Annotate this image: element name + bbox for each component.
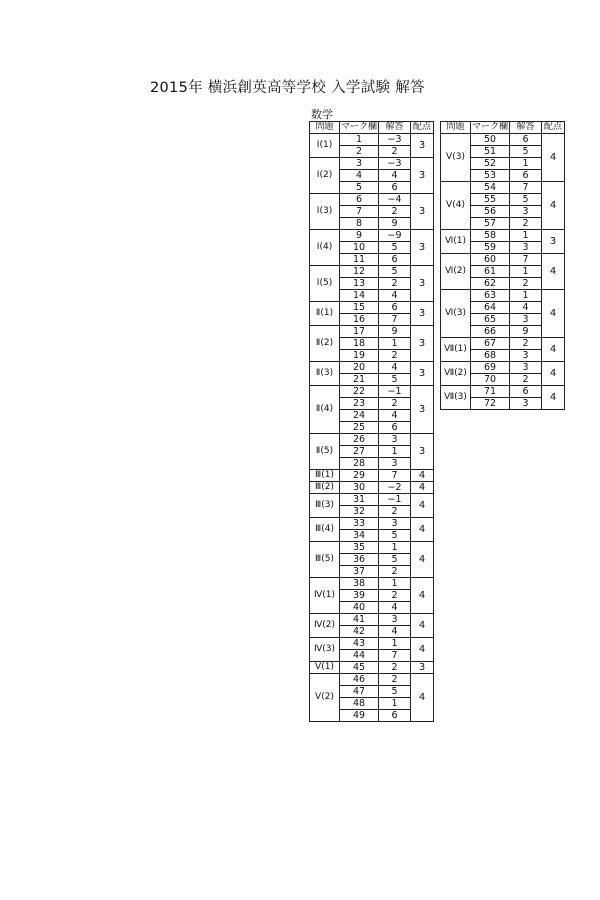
header-mark: マーク欄 [471, 122, 508, 132]
answer-row [310, 578, 434, 590]
answer-value: 6 [379, 302, 411, 314]
points-value: 4 [411, 470, 434, 482]
answer-value: 5 [510, 194, 542, 206]
answer-value: 6 [510, 134, 542, 146]
mark-number: 57 [471, 218, 510, 230]
answer-value: 3 [510, 206, 542, 218]
answer-value: 2 [379, 506, 411, 518]
points-value: 3 [411, 362, 434, 386]
mark-number: 39 [340, 590, 379, 602]
mark-number: 56 [471, 206, 510, 218]
mark-number: 8 [340, 218, 379, 230]
question-label: Ⅵ(1) [441, 230, 471, 254]
mark-number: 21 [340, 374, 379, 386]
mark-number: 15 [340, 302, 379, 314]
answer-value: 4 [379, 362, 411, 374]
question-label: Ⅰ(2) [310, 158, 340, 194]
mark-number: 3 [340, 158, 379, 170]
points-value: 4 [542, 362, 565, 386]
answer-value: 1 [379, 446, 411, 458]
answer-value: 3 [379, 614, 411, 626]
answer-row [310, 194, 434, 206]
answer-row [441, 338, 565, 350]
answer-row [310, 266, 434, 278]
answer-value: −3 [379, 158, 411, 170]
points-value: 4 [411, 518, 434, 542]
mark-number: 37 [340, 566, 379, 578]
mark-number: 19 [340, 350, 379, 362]
answer-value: 2 [379, 662, 411, 674]
question-label: Ⅰ(3) [310, 194, 340, 230]
points-value: 3 [411, 326, 434, 362]
answer-value: 3 [510, 398, 542, 410]
answer-value: 2 [379, 350, 411, 362]
mark-number: 59 [471, 242, 510, 254]
question-label: Ⅵ(2) [441, 254, 471, 290]
answer-value: 2 [510, 374, 542, 386]
mark-number: 18 [340, 338, 379, 350]
answer-value: 6 [510, 386, 542, 398]
answer-value: 2 [379, 398, 411, 410]
mark-number: 23 [340, 398, 379, 410]
answer-row [310, 470, 434, 482]
points-value: 3 [411, 134, 434, 158]
question-label: Ⅴ(2) [310, 674, 340, 722]
mark-number: 1 [340, 134, 379, 146]
mark-number: 24 [340, 410, 379, 422]
question-label: Ⅱ(2) [310, 326, 340, 362]
answer-value: −4 [379, 194, 411, 206]
answer-value: 4 [379, 626, 411, 638]
answer-value: 7 [379, 650, 411, 662]
answer-value: 4 [379, 602, 411, 614]
points-value: 3 [411, 194, 434, 230]
mark-number: 69 [471, 362, 510, 374]
answer-value: 6 [379, 182, 411, 194]
answer-value: 1 [379, 698, 411, 710]
mark-number: 12 [340, 266, 379, 278]
answer-row [310, 494, 434, 506]
answer-value: 7 [510, 254, 542, 266]
answer-value: 2 [379, 590, 411, 602]
points-value: 4 [411, 674, 434, 722]
answer-table-right [440, 121, 565, 410]
answer-value: 1 [510, 266, 542, 278]
mark-number: 29 [340, 470, 379, 482]
points-value: 4 [542, 290, 565, 338]
answer-row [310, 518, 434, 530]
mark-number: 43 [340, 638, 379, 650]
answer-row [441, 134, 565, 146]
answer-value: 6 [379, 254, 411, 266]
answer-row [310, 230, 434, 242]
answer-value: −2 [379, 482, 411, 494]
mark-number: 60 [471, 254, 510, 266]
answer-row [310, 482, 434, 494]
answer-row [441, 362, 565, 374]
answer-value: 6 [379, 710, 411, 722]
answer-value: 7 [379, 314, 411, 326]
question-label: Ⅲ(3) [310, 494, 340, 518]
points-value: 4 [411, 542, 434, 578]
question-label: Ⅱ(3) [310, 362, 340, 386]
mark-number: 47 [340, 686, 379, 698]
question-label: Ⅵ(3) [441, 290, 471, 338]
mark-number: 35 [340, 542, 379, 554]
mark-number: 22 [340, 386, 379, 398]
answer-value: 1 [379, 338, 411, 350]
mark-number: 36 [340, 554, 379, 566]
points-value: 3 [411, 158, 434, 194]
question-label: Ⅳ(2) [310, 614, 340, 638]
points-value: 4 [542, 182, 565, 230]
answer-value: 2 [510, 218, 542, 230]
answer-value: 4 [379, 170, 411, 182]
answer-row [310, 362, 434, 374]
answer-row [310, 134, 434, 146]
mark-number: 48 [340, 698, 379, 710]
mark-number: 11 [340, 254, 379, 266]
question-label: Ⅳ(3) [310, 638, 340, 662]
header-answer: 解答 [379, 122, 411, 134]
answer-value: 9 [379, 218, 411, 230]
answer-row [310, 326, 434, 338]
points-value: 3 [411, 434, 434, 470]
answer-value: 6 [379, 422, 411, 434]
mark-number: 68 [471, 350, 510, 362]
header-answer: 解答 [510, 122, 542, 134]
mark-number: 65 [471, 314, 510, 326]
answer-value: 5 [510, 146, 542, 158]
answer-row [310, 674, 434, 686]
question-label: Ⅴ(1) [310, 662, 340, 674]
answer-row [310, 614, 434, 626]
answer-row [310, 638, 434, 650]
mark-number: 26 [340, 434, 379, 446]
mark-number: 38 [340, 578, 379, 590]
answer-value: −3 [379, 134, 411, 146]
mark-number: 44 [340, 650, 379, 662]
mark-number: 71 [471, 386, 510, 398]
mark-number: 20 [340, 362, 379, 374]
question-label: Ⅱ(4) [310, 386, 340, 434]
answer-row [310, 386, 434, 398]
mark-number: 33 [340, 518, 379, 530]
mark-number: 67 [471, 338, 510, 350]
answer-value: 3 [510, 362, 542, 374]
mark-number: 45 [340, 662, 379, 674]
answer-row [441, 230, 565, 242]
answer-value: 1 [379, 578, 411, 590]
mark-number: 34 [340, 530, 379, 542]
answer-value: 9 [510, 326, 542, 338]
points-value: 3 [411, 386, 434, 434]
mark-number: 41 [340, 614, 379, 626]
question-label: Ⅶ(1) [441, 338, 471, 362]
mark-number: 13 [340, 278, 379, 290]
mark-number: 7 [340, 206, 379, 218]
answer-value: 5 [379, 266, 411, 278]
points-value: 4 [411, 614, 434, 638]
question-label: Ⅱ(1) [310, 302, 340, 326]
mark-number: 5 [340, 182, 379, 194]
mark-number: 52 [471, 158, 510, 170]
answer-table-left [309, 121, 434, 722]
points-value: 3 [411, 302, 434, 326]
points-value: 4 [411, 638, 434, 662]
mark-number: 6 [340, 194, 379, 206]
mark-number: 62 [471, 278, 510, 290]
question-label: Ⅴ(4) [441, 182, 471, 230]
answer-row [441, 290, 565, 302]
answer-value: 2 [510, 278, 542, 290]
answer-value: 1 [510, 158, 542, 170]
answer-value: 3 [510, 242, 542, 254]
header-row [441, 122, 565, 134]
answer-value: 3 [379, 518, 411, 530]
question-label: Ⅲ(5) [310, 542, 340, 578]
mark-number: 50 [471, 134, 510, 146]
points-value: 4 [542, 338, 565, 362]
mark-number: 9 [340, 230, 379, 242]
answer-value: 3 [510, 350, 542, 362]
answer-value: 6 [510, 170, 542, 182]
mark-number: 14 [340, 290, 379, 302]
question-label: Ⅰ(1) [310, 134, 340, 158]
mark-number: 72 [471, 398, 510, 410]
answer-value: 9 [379, 326, 411, 338]
mark-number: 61 [471, 266, 510, 278]
answer-row [310, 542, 434, 554]
answer-value: 5 [379, 374, 411, 386]
points-value: 3 [411, 662, 434, 674]
header-points: 配点 [411, 122, 434, 134]
question-label: Ⅱ(5) [310, 434, 340, 470]
mark-number: 55 [471, 194, 510, 206]
points-value: 4 [542, 134, 565, 182]
question-label: Ⅶ(2) [441, 362, 471, 386]
mark-number: 63 [471, 290, 510, 302]
mark-number: 42 [340, 626, 379, 638]
mark-number: 64 [471, 302, 510, 314]
answer-value: 5 [379, 554, 411, 566]
points-value: 4 [411, 578, 434, 614]
mark-number: 25 [340, 422, 379, 434]
page-title: 2015年 横浜創英高等学校 入学試験 解答 [150, 80, 425, 96]
answer-value: 4 [379, 290, 411, 302]
mark-number: 70 [471, 374, 510, 386]
answer-row [310, 662, 434, 674]
mark-number: 46 [340, 674, 379, 686]
mark-number: 30 [340, 482, 379, 494]
answer-value: 7 [379, 470, 411, 482]
mark-number: 17 [340, 326, 379, 338]
header-mark: マーク欄 [340, 122, 377, 132]
mark-number: 53 [471, 170, 510, 182]
points-value: 4 [542, 254, 565, 290]
answer-value: 3 [379, 434, 411, 446]
answer-value: 2 [379, 566, 411, 578]
header-question: 問題 [441, 122, 471, 134]
points-value: 3 [411, 230, 434, 266]
mark-number: 16 [340, 314, 379, 326]
points-value: 4 [411, 482, 434, 494]
header-points: 配点 [542, 122, 565, 134]
mark-number: 66 [471, 326, 510, 338]
question-label: Ⅰ(4) [310, 230, 340, 266]
header-question: 問題 [310, 122, 340, 134]
mark-number: 54 [471, 182, 510, 194]
answer-value: 1 [379, 542, 411, 554]
answer-value: 2 [379, 146, 411, 158]
points-value: 3 [542, 230, 565, 254]
answer-row [441, 254, 565, 266]
answer-value: 5 [379, 530, 411, 542]
answer-value: −1 [379, 386, 411, 398]
question-label: Ⅲ(4) [310, 518, 340, 542]
answer-row [441, 182, 565, 194]
mark-number: 4 [340, 170, 379, 182]
answer-value: 2 [379, 278, 411, 290]
answer-row [310, 302, 434, 314]
answer-value: 2 [510, 338, 542, 350]
points-value: 4 [542, 386, 565, 410]
mark-number: 31 [340, 494, 379, 506]
answer-row [441, 386, 565, 398]
question-label: Ⅴ(3) [441, 134, 471, 182]
answer-value: 5 [379, 686, 411, 698]
question-label: Ⅲ(1) [310, 470, 340, 482]
answer-value: −9 [379, 230, 411, 242]
mark-number: 2 [340, 146, 379, 158]
mark-number: 58 [471, 230, 510, 242]
mark-number: 49 [340, 710, 379, 722]
mark-number: 27 [340, 446, 379, 458]
mark-number: 40 [340, 602, 379, 614]
answer-value: 5 [379, 242, 411, 254]
answer-value: −1 [379, 494, 411, 506]
answer-value: 2 [379, 206, 411, 218]
question-label: Ⅰ(5) [310, 266, 340, 302]
mark-number: 28 [340, 458, 379, 470]
subject-label: 数学 [311, 108, 333, 121]
answer-value: 3 [379, 458, 411, 470]
points-value: 4 [411, 494, 434, 518]
mark-number: 10 [340, 242, 379, 254]
answer-value: 4 [379, 410, 411, 422]
header-row [310, 122, 434, 134]
mark-number: 51 [471, 146, 510, 158]
answer-row [310, 158, 434, 170]
answer-value: 3 [510, 314, 542, 326]
question-label: Ⅳ(1) [310, 578, 340, 614]
answer-value: 7 [510, 182, 542, 194]
answer-value: 4 [510, 302, 542, 314]
answer-row [310, 434, 434, 446]
question-label: Ⅲ(2) [310, 482, 340, 494]
points-value: 3 [411, 266, 434, 302]
mark-number: 32 [340, 506, 379, 518]
answer-value: 2 [379, 674, 411, 686]
answer-value: 1 [510, 230, 542, 242]
answer-value: 1 [510, 290, 542, 302]
question-label: Ⅶ(3) [441, 386, 471, 410]
answer-value: 1 [379, 638, 411, 650]
